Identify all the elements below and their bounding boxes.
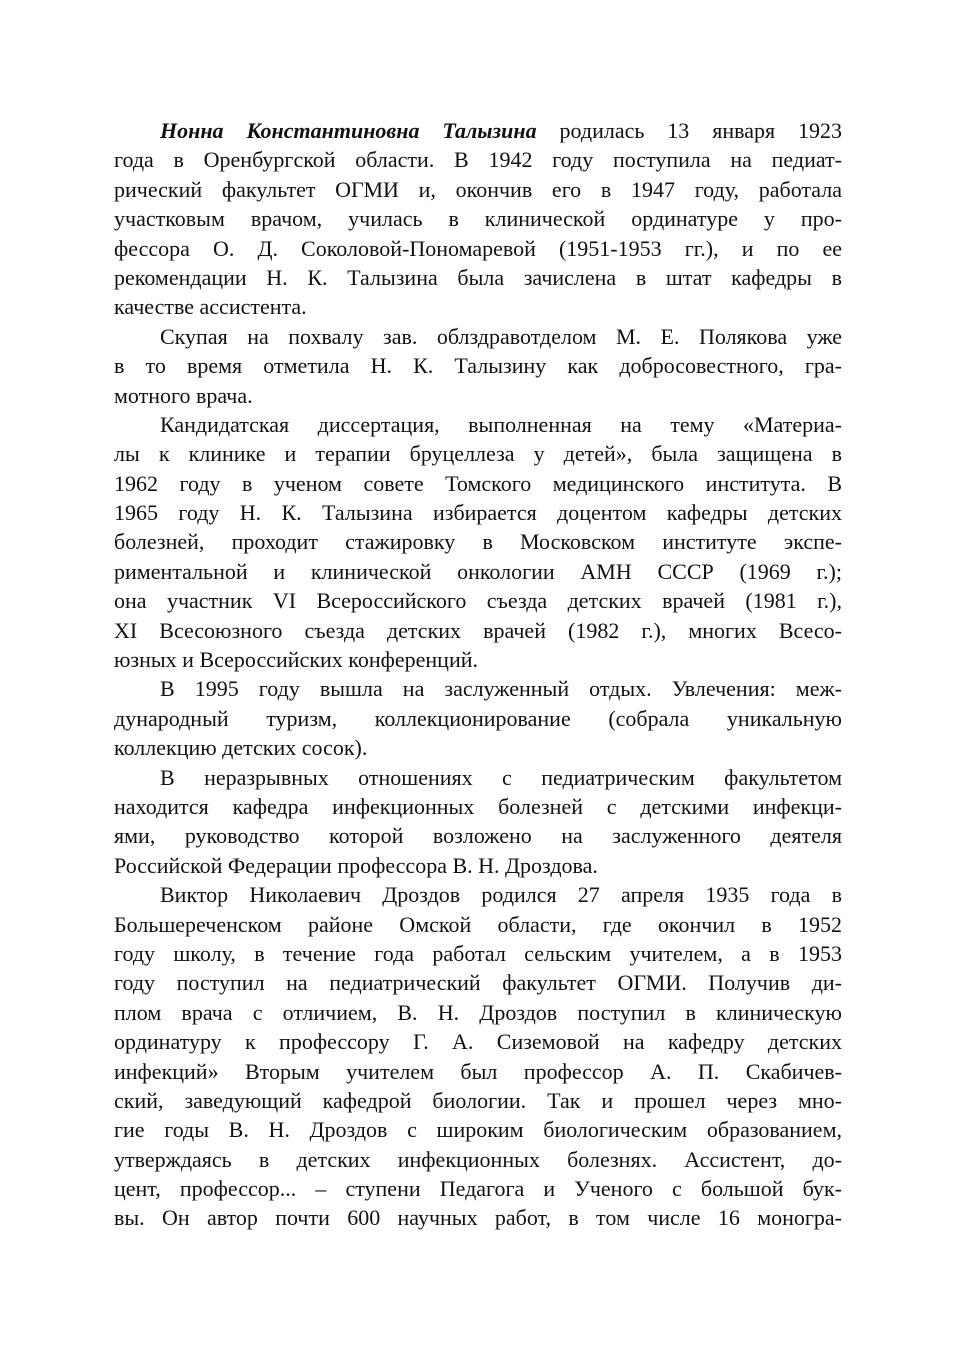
text-line: ями, руководство которой возложено на заслуженного деятеля	[114, 823, 842, 849]
text-line: она участник VI Всероссийского съезда детских врачей (1981 г.),	[114, 588, 842, 614]
text-line: рический факультет ОГМИ и, окончив его в 1947 году, работала	[114, 176, 842, 202]
text-line: лы к клинике и терапии бруцеллеза у детей», была защищена в	[114, 441, 842, 467]
text-line: гие годы В. Н. Дроздов с широким биологическим образованием,	[114, 1117, 842, 1143]
text-line: ский, заведующий кафедрой биологии. Так и прошел через мно-	[114, 1087, 842, 1113]
text-line: Скупая на похвалу зав. облздравотделом М. Е. Полякова уже	[160, 323, 842, 349]
text-line: году школу, в течение года работал сельским учителем, а в 1953	[114, 940, 842, 966]
text-line: ординатуру к профессору Г. А. Сиземовой на кафедру детских	[114, 1029, 842, 1055]
text-line: плом врача с отличием, В. Н. Дроздов поступил в клиническую	[114, 999, 842, 1025]
person-name: Нонна Константиновна Талызина	[160, 118, 537, 143]
paragraph-drozdov-bio	[114, 880, 842, 1233]
text-line: XI Всесоюзного съезда детских врачей (1982 г.), многих Всесо-	[114, 617, 842, 643]
text-line: 1962 году в ученом совете Томского медицинского института. В	[114, 470, 842, 496]
document-page	[114, 116, 842, 1233]
text-line: Кандидатская диссертация, выполненная на тему «Материа-	[160, 411, 842, 437]
text-line: фессора О. Д. Соколовой-Пономаревой (1951-1953 гг.), и по ее	[114, 235, 842, 261]
text-line: дународный туризм, коллекционирование (собрала уникальную	[114, 705, 842, 731]
text-line: утверждаясь в детских инфекционных болезнях. Ассистент, до-	[114, 1146, 842, 1172]
text-line: Нонна Константиновна Талызина родилась 13 января 1923	[160, 118, 842, 143]
text-line: Большереченском районе Омской области, где окончил в 1952	[114, 911, 842, 937]
text-line: вы. Он автор почти 600 научных работ, в том числе 16 моногра-	[114, 1205, 842, 1231]
text-line: году поступил на педиатрический факультет ОГМИ. Получив ди-	[114, 970, 842, 996]
paragraph-department	[114, 763, 842, 881]
text-line: болезней, проходит стажировку в Московском институте экспе-	[114, 529, 842, 555]
text-line: Виктор Николаевич Дроздов родился 27 апреля 1935 года в	[160, 882, 842, 908]
text-line: юзных и Всероссийских конференций.	[114, 647, 478, 673]
text-line: в то время отметила Н. К. Талызину как добросовестного, гра-	[114, 353, 842, 379]
text-line: года в Оренбургской области. В 1942 году поступила на педиат-	[114, 147, 842, 173]
text-line: качестве ассистента.	[114, 294, 307, 320]
text-line: инфекций» Вторым учителем был профессор А. П. Скабичев-	[114, 1058, 842, 1084]
text-line: В 1995 году вышла на заслуженный отдых. Увлечения: меж-	[160, 676, 842, 702]
paragraph-praise	[114, 322, 842, 410]
text-line: мотного врача.	[114, 382, 253, 408]
text-line: коллекцию детских сосок).	[114, 735, 368, 761]
text-line: находится кафедра инфекционных болезней с детскими инфекци-	[114, 793, 842, 819]
text-line: цент, профессор... – ступени Педагога и Ученого с большой бук-	[114, 1176, 842, 1202]
paragraph-talyzina-bio	[114, 116, 842, 322]
paragraph-dissertation	[114, 410, 842, 675]
text-line: В неразрывных отношениях с педиатрическим факультетом	[160, 764, 842, 790]
text-line: участковым врачом, училась в клинической ординатуре у про-	[114, 206, 842, 232]
text-line: риментальной и клинической онкологии АМН СССР (1969 г.);	[114, 558, 842, 584]
text-line: рекомендации Н. К. Талызина была зачислена в штат кафедры в	[114, 264, 842, 290]
text-line: Российской Федерации профессора В. Н. Дроздова.	[114, 852, 598, 878]
paragraph-retirement	[114, 674, 842, 762]
text-line: 1965 году Н. К. Талызина избирается доцентом кафедры детских	[114, 500, 842, 526]
